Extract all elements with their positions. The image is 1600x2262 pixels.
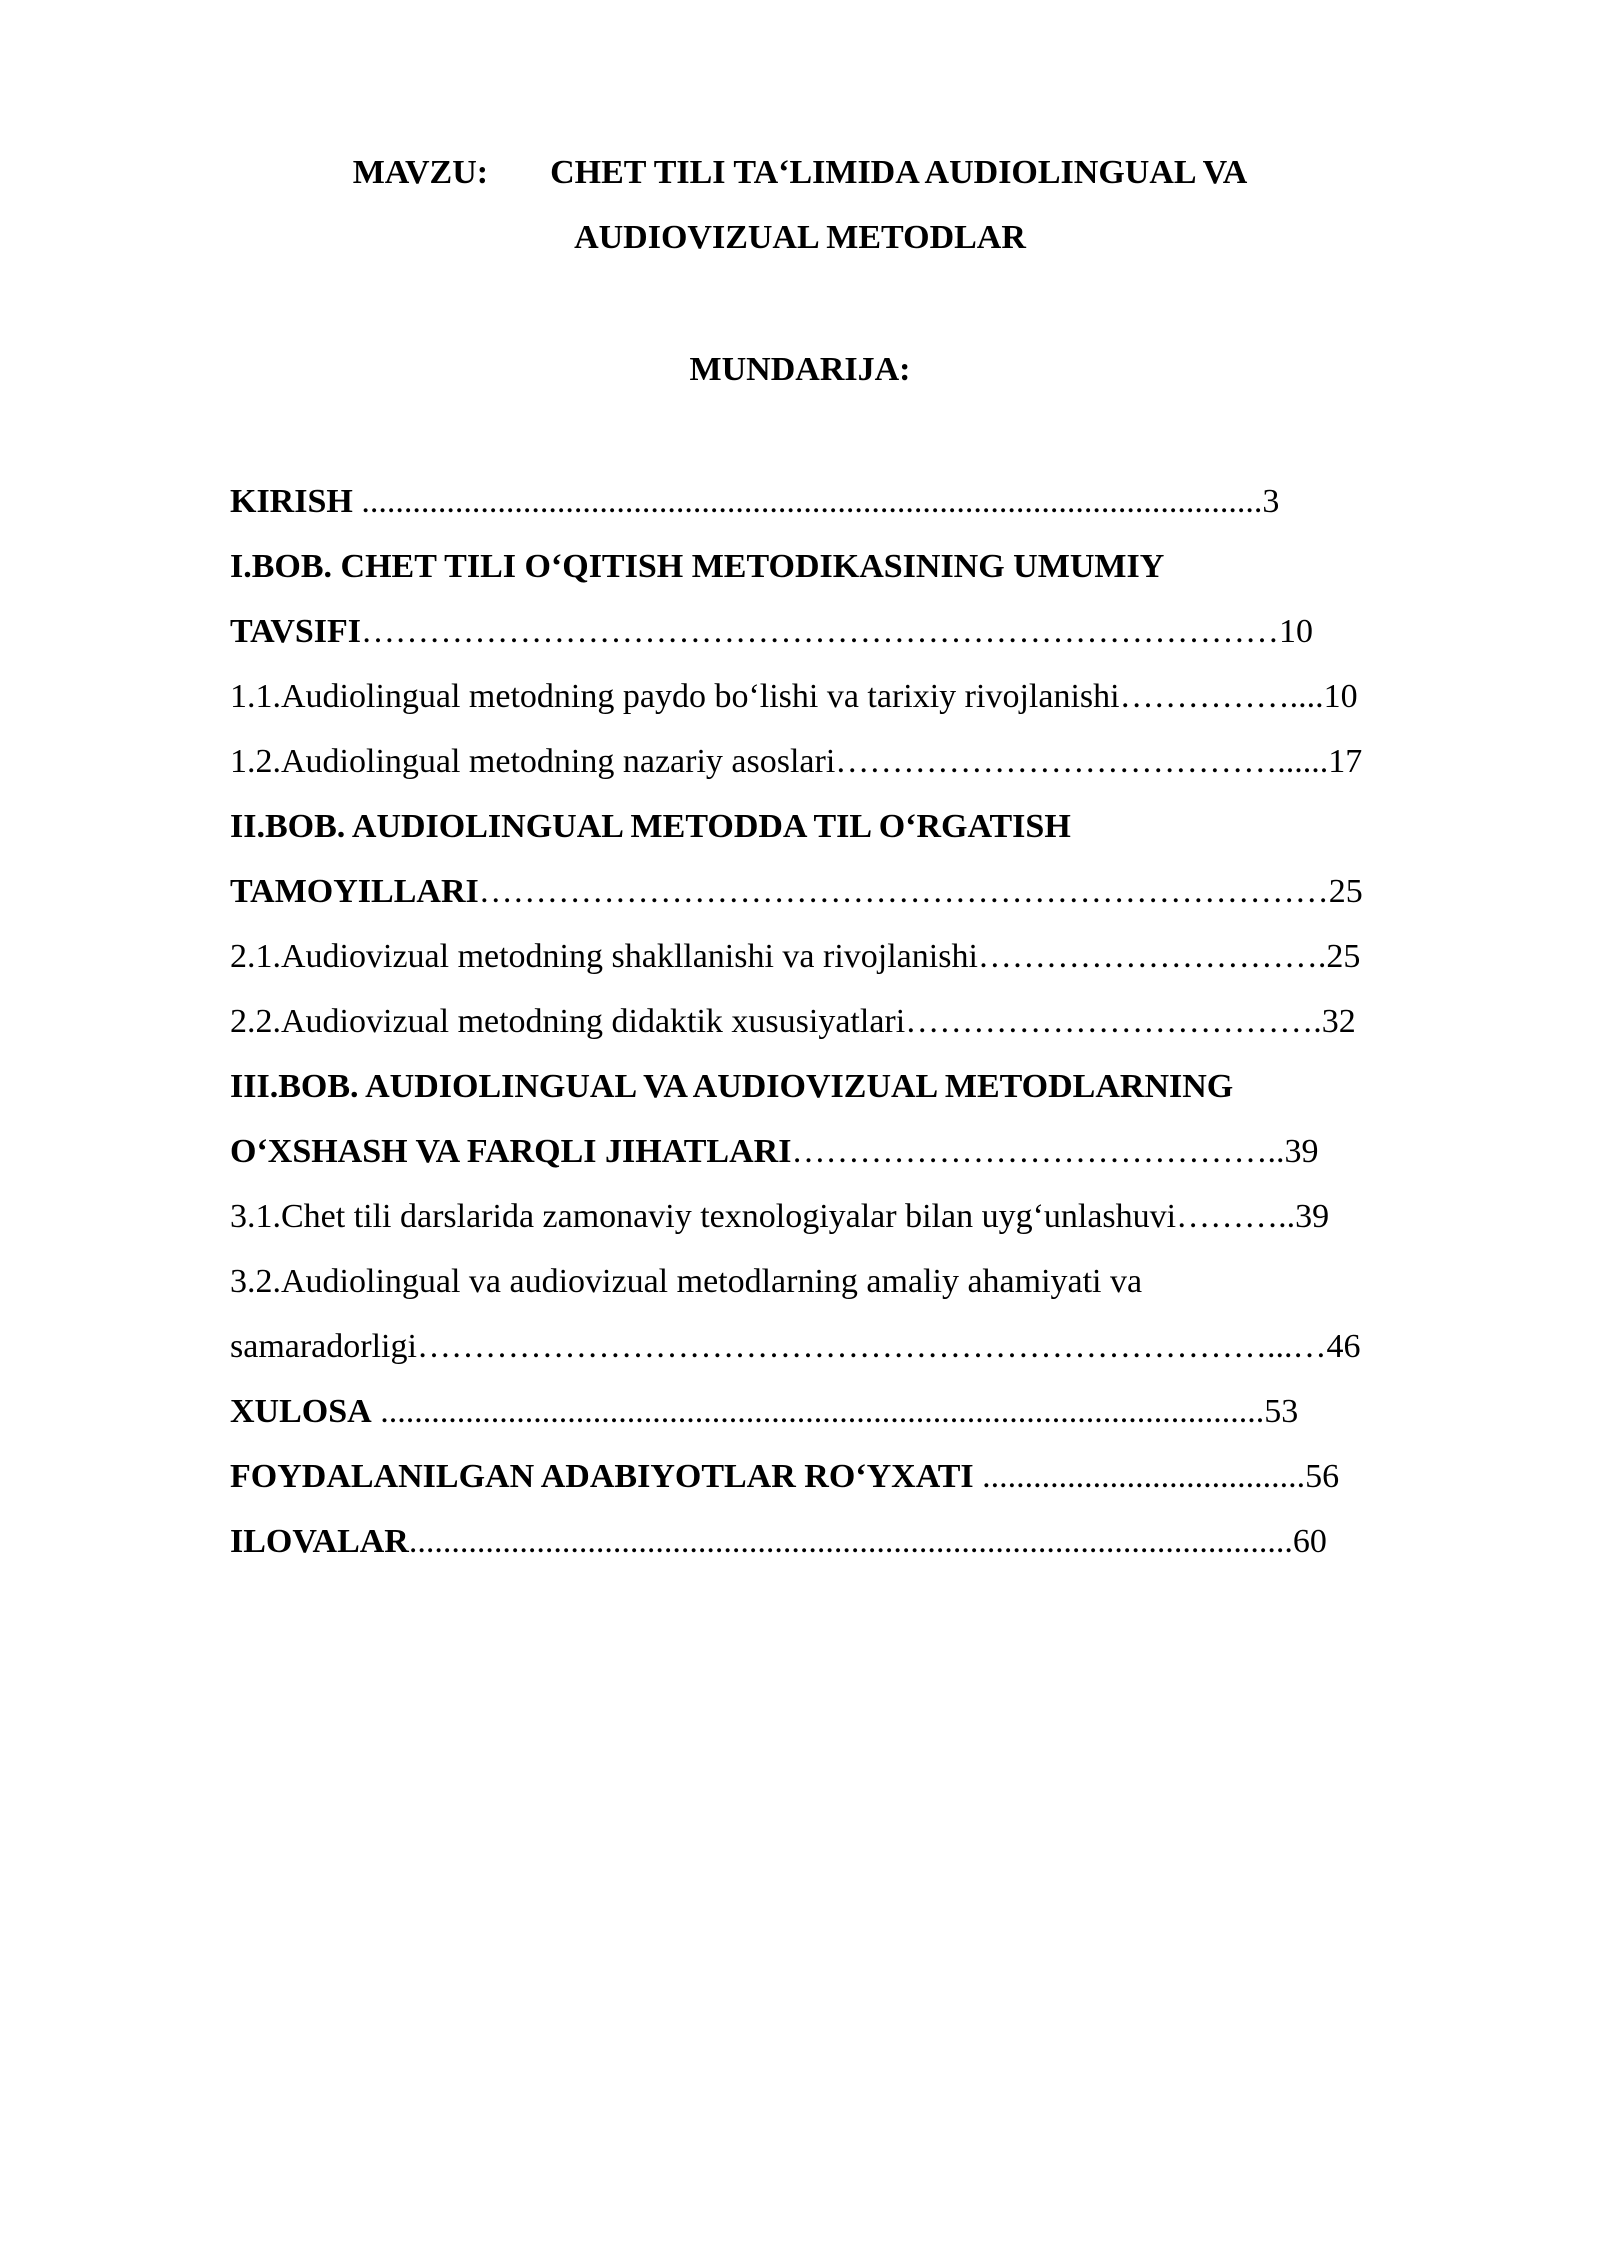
toc-entry-leader-and-page: …………………………………………………………………25 bbox=[478, 873, 1363, 910]
toc-entry-title: II.BOB. AUDIOLINGUAL METODDA TIL O‘RGATISH bbox=[230, 808, 1071, 845]
toc-entry bbox=[230, 1388, 1490, 1453]
toc-entry bbox=[230, 933, 1490, 998]
toc-entry-title: 2.1.Audiovizual metodning shakllanishi va rivojlanishi bbox=[230, 938, 978, 975]
toc-entry-title: I.BOB. CHET TILI O‘QITISH METODIKASINING UMUMIY bbox=[230, 548, 1165, 585]
toc-entry-leader-and-page: …………………………………………………………………...…46 bbox=[416, 1328, 1361, 1365]
toc-entry-title: O‘XSHASH VA FARQLI JIHATLARI bbox=[230, 1133, 792, 1170]
toc-entry-leader-and-page: ………………………….25 bbox=[977, 938, 1361, 975]
toc-entry-title: 3.1.Chet tili darslarida zamonaviy texnologiyalar bilan uyg‘unlashuvi bbox=[230, 1198, 1177, 1235]
toc-entry-leader-and-page: ……………....10 bbox=[1119, 678, 1358, 715]
toc-entry-leader-and-page: ........................................................................................................60 bbox=[408, 1523, 1327, 1560]
toc-entry bbox=[230, 1193, 1490, 1258]
toc-entry bbox=[230, 738, 1490, 803]
toc-entry-title: III.BOB. AUDIOLINGUAL VA AUDIOVIZUAL METODLARNING bbox=[230, 1068, 1234, 1105]
topic-label: MAVZU: bbox=[352, 154, 489, 191]
toc-entry bbox=[230, 998, 1490, 1063]
topic-title-part-1: CHET TILI TA‘LIMIDA AUDIOLINGUAL VA bbox=[550, 154, 1248, 191]
toc-entry-title: 2.2.Audiovizual metodning didaktik xususiyatlari bbox=[230, 1003, 906, 1040]
toc-entry-leader-and-page: ......................................56 bbox=[973, 1458, 1340, 1495]
toc-entry-leader-and-page: ………………………………………………………………………10 bbox=[361, 613, 1314, 650]
toc-entry-title: ILOVALAR bbox=[230, 1523, 409, 1560]
toc-entry bbox=[230, 1063, 1490, 1128]
table-of-contents-heading: MUNDARIJA: bbox=[689, 351, 911, 388]
toc-entry-title: XULOSA bbox=[230, 1393, 372, 1430]
toc-entry bbox=[230, 868, 1490, 933]
toc-entry-title: FOYDALANILGAN ADABIYOTLAR RO‘YXATI bbox=[230, 1458, 974, 1495]
toc-entry bbox=[230, 608, 1490, 673]
toc-entry bbox=[230, 1323, 1490, 1388]
toc-entry-title: TAVSIFI bbox=[230, 613, 362, 650]
toc-entry-leader-and-page: ……………………………………..39 bbox=[791, 1133, 1319, 1170]
toc-entry-leader-and-page: ..........................................................................................................3 bbox=[352, 483, 1280, 520]
toc-entry-leader-and-page: …………………………………......17 bbox=[835, 743, 1363, 780]
toc-entry-title: 1.1.Audiolingual metodning paydo bo‘lishi va tarixiy rivojlanishi bbox=[230, 678, 1120, 715]
document-title-line-2: AUDIOVIZUAL METODLAR bbox=[574, 219, 1026, 256]
toc-entry-title: 1.2.Audiolingual metodning nazariy asoslari bbox=[230, 743, 836, 780]
table-of-contents bbox=[230, 478, 1490, 1583]
toc-entry-title: 3.2.Audiolingual va audiovizual metodlarning amaliy ahamiyati va bbox=[230, 1263, 1143, 1300]
toc-entry-title: KIRISH bbox=[230, 483, 353, 520]
toc-entry bbox=[230, 803, 1490, 868]
toc-entry-title: samaradorligi bbox=[230, 1328, 417, 1365]
toc-entry-title: TAMOYILLARI bbox=[230, 873, 479, 910]
toc-entry bbox=[230, 673, 1490, 738]
toc-entry bbox=[230, 1453, 1490, 1518]
toc-entry bbox=[230, 478, 1490, 543]
toc-entry-leader-and-page: ………..39 bbox=[1176, 1198, 1330, 1235]
document-title-line-1 bbox=[0, 153, 1600, 193]
toc-entry bbox=[230, 543, 1490, 608]
toc-entry-leader-and-page: ……………………………….32 bbox=[905, 1003, 1356, 1040]
toc-entry bbox=[230, 1258, 1490, 1323]
toc-entry bbox=[230, 1128, 1490, 1193]
toc-entry-leader-and-page: ........................................................................................................53 bbox=[371, 1393, 1299, 1430]
toc-entry bbox=[230, 1518, 1490, 1583]
